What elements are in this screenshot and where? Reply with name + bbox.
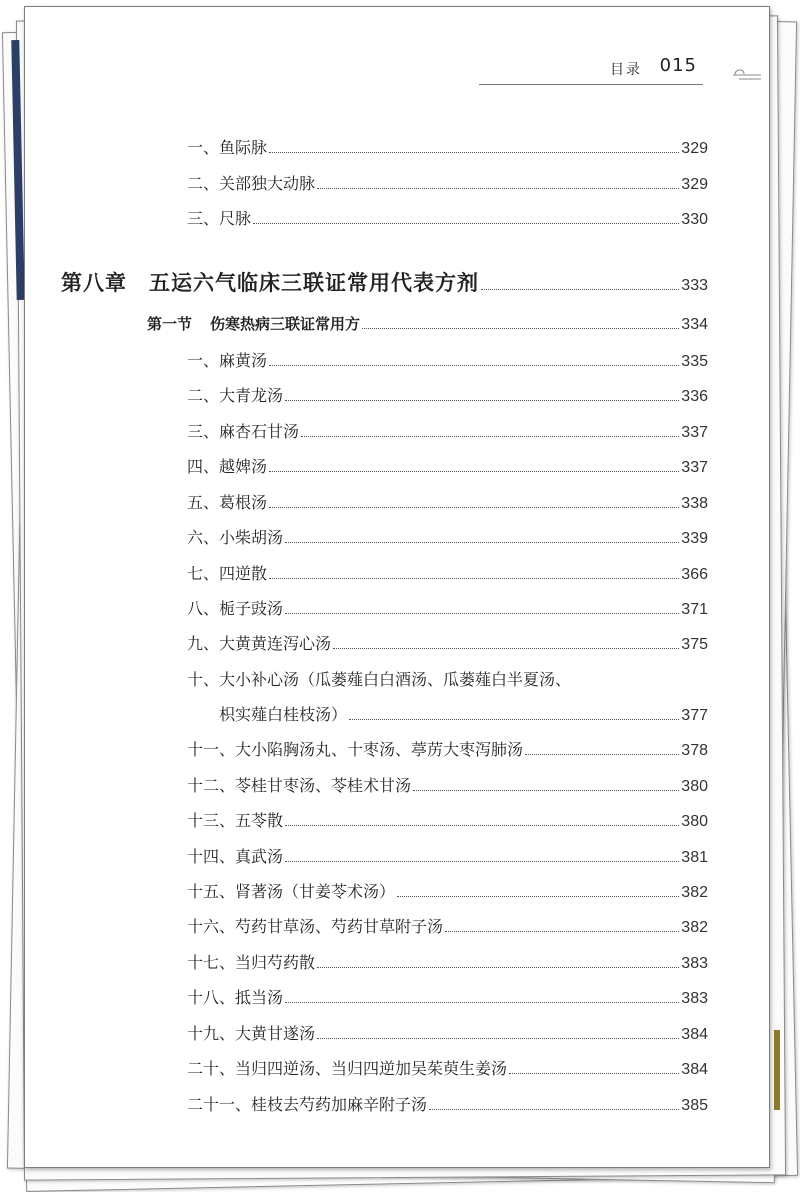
- dot-leader: [301, 436, 679, 437]
- section-title: 伤寒热病三联证常用方: [210, 315, 361, 333]
- dot-leader: [333, 648, 679, 649]
- toc-entry: [187, 561, 708, 584]
- toc-entry-title: 三、麻杏石甘汤: [187, 422, 300, 441]
- chapter-heading: [61, 267, 479, 297]
- book-page: [24, 6, 770, 1168]
- toc-entry-page: 380: [681, 813, 708, 830]
- dot-leader: [285, 542, 679, 543]
- toc-entry-page: 335: [681, 353, 708, 370]
- dot-leader: [285, 613, 679, 614]
- toc-entry-title: 六、小柴胡汤: [187, 528, 284, 547]
- toc-entry-title: 八、栀子豉汤: [187, 599, 284, 618]
- toc-entry-title: 二十一、桂枝去芍药加麻辛附子汤: [187, 1095, 428, 1114]
- toc-entry: [187, 383, 708, 406]
- toc-entry-page: 371: [681, 601, 708, 618]
- dot-leader: [445, 931, 679, 932]
- dot-leader: [413, 790, 679, 791]
- dot-leader: [285, 1002, 679, 1003]
- toc-entry-title: 一、麻黄汤: [187, 351, 268, 370]
- toc-entry-title: 十六、芍药甘草汤、芍药甘草附子汤: [187, 917, 444, 936]
- toc-entry-page: 384: [681, 1026, 708, 1043]
- toc-entry-page: 378: [681, 742, 708, 759]
- dot-leader: [269, 507, 679, 508]
- toc-entry-page: 381: [681, 849, 708, 866]
- header-page-number: 015: [659, 55, 697, 76]
- chapter-number: 第八章: [61, 270, 127, 295]
- toc-entry-page: 380: [681, 778, 708, 795]
- dot-leader: [429, 1109, 679, 1110]
- cover-edge-strip: [774, 1030, 780, 1110]
- toc-entry-title: 十八、抵当汤: [187, 988, 284, 1007]
- toc-entry: [187, 1092, 708, 1115]
- dot-leader: [269, 152, 679, 153]
- toc-entry: [187, 525, 708, 548]
- dot-leader: [317, 1038, 679, 1039]
- toc-entry-page: 375: [681, 636, 708, 653]
- toc-entry-page: 337: [681, 424, 708, 441]
- toc-entry: [187, 206, 708, 229]
- toc-entry: [187, 631, 708, 654]
- toc-entry-page: 338: [681, 495, 708, 512]
- section-heading: [147, 313, 360, 334]
- toc-entry-page: 385: [681, 1097, 708, 1114]
- dot-leader: [509, 1073, 679, 1074]
- toc-entry-page: 383: [681, 990, 708, 1007]
- toc-entry-page: 330: [681, 211, 708, 228]
- toc-entry-title: 三、尺脉: [187, 209, 252, 228]
- dot-leader: [285, 825, 679, 826]
- toc-entry-page: 383: [681, 955, 708, 972]
- toc-entry-title: 十九、大黄甘遂汤: [187, 1024, 316, 1043]
- toc-entry-page: 337: [681, 459, 708, 476]
- dot-leader: [285, 400, 679, 401]
- toc-entry: [187, 348, 708, 371]
- toc-entry-title-continuation: 枳实薤白桂枝汤）: [219, 705, 348, 724]
- toc-entry-page: 336: [681, 388, 708, 405]
- dot-leader: [269, 471, 679, 472]
- toc-entry-page: 366: [681, 566, 708, 583]
- chapter-title: 五运六气临床三联证常用代表方剂: [149, 270, 479, 295]
- toc-entry-page: 333: [681, 277, 708, 294]
- toc-entry: [187, 1056, 708, 1079]
- toc-entry-page: 329: [681, 176, 708, 193]
- toc-entry: [187, 950, 708, 973]
- toc-entry-page: 329: [681, 140, 708, 157]
- toc-entry-page: 382: [681, 884, 708, 901]
- toc-entry-title: 五、葛根汤: [187, 493, 268, 512]
- toc-entry-page: 382: [681, 919, 708, 936]
- toc-entry-title: 十三、五苓散: [187, 811, 284, 830]
- header-rule: [479, 84, 703, 85]
- toc-entry: [187, 737, 708, 760]
- dot-leader: [269, 365, 679, 366]
- toc-entry: [187, 985, 708, 1008]
- toc-entry-title: 二、大青龙汤: [187, 386, 284, 405]
- toc-entry-title: 十四、真武汤: [187, 847, 284, 866]
- toc-entry: [187, 490, 708, 513]
- toc-entry-page: 377: [681, 707, 708, 724]
- toc-entry-title: 七、四逆散: [187, 564, 268, 583]
- dot-leader: [269, 578, 679, 579]
- dot-leader: [525, 754, 679, 755]
- section-number: 第一节: [147, 315, 193, 333]
- toc-entry: [187, 773, 708, 796]
- toc-entry: [187, 844, 708, 867]
- header-label: 目录: [610, 62, 642, 78]
- toc-entry: [187, 914, 708, 937]
- dot-leader: [317, 967, 679, 968]
- toc-chapter-entry: [61, 267, 708, 297]
- dot-leader: [397, 896, 679, 897]
- header-ornament-icon: [733, 65, 761, 85]
- toc-entry: [187, 879, 708, 902]
- toc-entry: [187, 171, 708, 194]
- toc-entry-title: 十一、大小陷胸汤丸、十枣汤、葶苈大枣泻肺汤: [187, 740, 524, 759]
- dot-leader: [253, 223, 679, 224]
- dot-leader: [317, 188, 679, 189]
- toc-entry: [219, 702, 708, 725]
- toc-entry: [187, 1021, 708, 1044]
- toc-entry-title: 四、越婢汤: [187, 457, 268, 476]
- toc-entry: [187, 454, 708, 477]
- toc-entry-title: 二十、当归四逆汤、当归四逆加吴茱萸生姜汤: [187, 1059, 508, 1078]
- dot-leader: [481, 289, 679, 290]
- dot-leader: [349, 719, 679, 720]
- toc-entry: [187, 135, 708, 158]
- toc-entry-title: 十、大小补心汤（瓜蒌薤白白酒汤、瓜蒌薤白半夏汤、: [187, 670, 572, 689]
- dot-leader: [362, 328, 679, 329]
- toc-entry: [187, 596, 708, 619]
- toc-entry-page: 384: [681, 1061, 708, 1078]
- toc-entry-page: 339: [681, 530, 708, 547]
- toc-entry-title: 二、关部独大动脉: [187, 174, 316, 193]
- toc-entry-page: 334: [681, 316, 708, 333]
- toc-entry: [187, 808, 708, 831]
- toc-section-entry: [147, 313, 708, 334]
- toc-entry-title: 十七、当归芍药散: [187, 953, 316, 972]
- dot-leader: [285, 861, 679, 862]
- toc-entry-title: 十二、苓桂甘枣汤、苓桂术甘汤: [187, 776, 412, 795]
- toc-entry: [187, 419, 708, 442]
- toc-entry-title: 十五、肾著汤（甘姜苓术汤）: [187, 882, 396, 901]
- toc-entry-title: 九、大黄黄连泻心汤: [187, 634, 332, 653]
- toc-entry-title: 一、鱼际脉: [187, 138, 268, 157]
